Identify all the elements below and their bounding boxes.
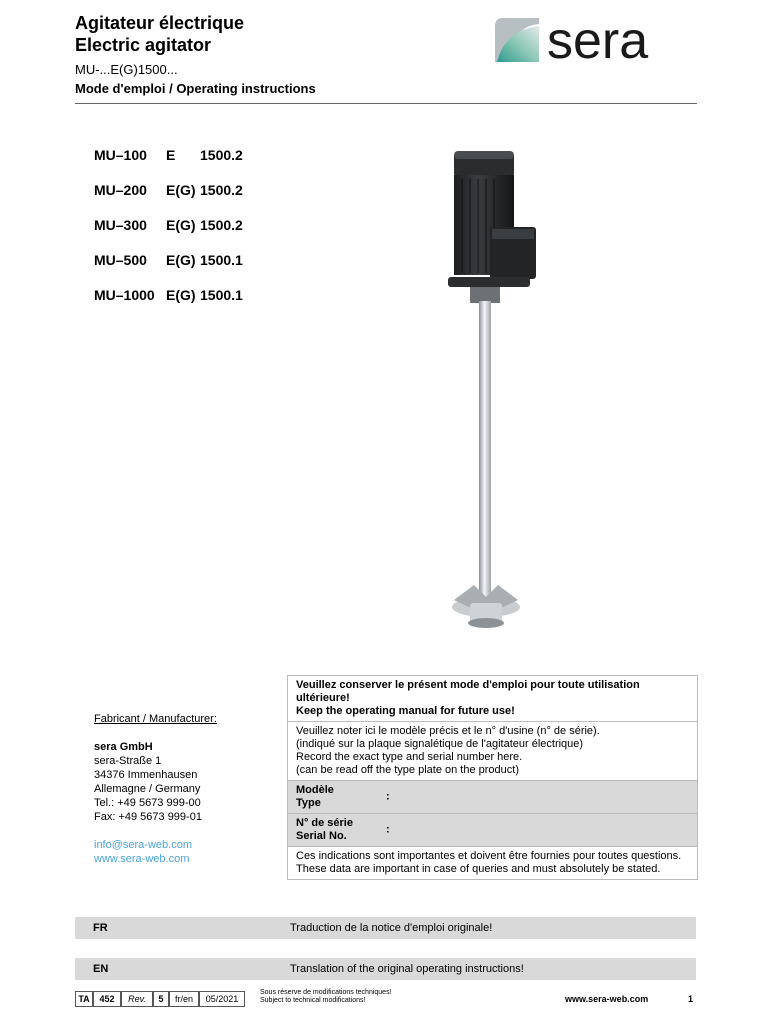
record-instructions xyxy=(288,722,697,781)
title-fr: Agitateur électrique xyxy=(75,13,245,33)
type-label-fr: Modèle xyxy=(296,784,334,796)
company-name: sera GmbH xyxy=(94,741,153,753)
language-text: Translation of the original operating instructions! xyxy=(290,963,524,975)
agitator-illustration xyxy=(440,145,540,645)
type-field[interactable] xyxy=(288,781,697,814)
record-en-1: Record the exact type and serial number here. xyxy=(296,751,523,763)
type-label-en: Type xyxy=(296,797,321,809)
sera-logo xyxy=(493,14,699,64)
model-variant: E(G) xyxy=(166,217,196,233)
model-name: MU–1000 xyxy=(94,287,155,303)
important-fr: Ces indications sont importantes et doivent être fournies pour toutes questions. xyxy=(296,850,682,862)
model-name: MU–300 xyxy=(94,217,147,233)
record-fr-2: (indiqué sur la plaque signalétique de l'agitateur électrique) xyxy=(296,738,584,750)
doc-type: TA xyxy=(75,991,93,1007)
modification-note-en: Subject to technical modifications! xyxy=(260,997,366,1004)
important-notice xyxy=(288,847,697,879)
manufacturer-label: Fabricant / Manufacturer: xyxy=(94,713,217,725)
language-text: Traduction de la notice d'emploi originale! xyxy=(290,922,493,934)
important-en: These data are important in case of queries and must absolutely be stated. xyxy=(296,863,661,875)
language-code: FR xyxy=(93,922,108,934)
street: sera-Straße 1 xyxy=(94,755,162,767)
model-version: 1500.2 xyxy=(200,182,243,198)
website-link[interactable]: www.sera-web.com xyxy=(94,853,190,865)
doc-language: fr/en xyxy=(169,991,199,1007)
rev-number: 5 xyxy=(153,991,169,1007)
model-name: MU–500 xyxy=(94,252,147,268)
language-band-fr xyxy=(75,917,696,939)
model-name: MU–100 xyxy=(94,147,147,163)
country: Allemagne / Germany xyxy=(94,783,201,795)
model-variant: E(G) xyxy=(166,252,196,268)
manufacturer-block xyxy=(94,712,217,866)
language-code: EN xyxy=(93,963,109,975)
model-version: 1500.1 xyxy=(200,287,243,303)
manual-label: Mode d'emploi / Operating instructions xyxy=(75,81,316,96)
footer xyxy=(75,989,697,1009)
keep-notice-fr: Veuillez conserver le présent mode d'emploi pour toute utilisation ultérieure! xyxy=(296,679,640,704)
model-variant: E(G) xyxy=(166,287,196,303)
serial-label-fr: N° de série xyxy=(296,817,353,829)
doc-number: 452 xyxy=(93,991,121,1007)
city: 34376 Immenhausen xyxy=(94,769,198,781)
fax: Fax: +49 5673 999-01 xyxy=(94,811,202,823)
rev-label: Rev. xyxy=(121,991,153,1007)
model-variant: E(G) xyxy=(166,182,196,198)
document-title xyxy=(75,12,244,56)
model-name: MU–200 xyxy=(94,182,147,198)
telephone: Tel.: +49 5673 999-00 xyxy=(94,797,201,809)
modification-note xyxy=(260,989,392,1005)
record-en-2: (can be read off the type plate on the product) xyxy=(296,764,520,776)
brand-wordmark: sera xyxy=(547,14,649,64)
serial-label-en: Serial No. xyxy=(296,830,347,842)
model-variant: E xyxy=(166,147,176,163)
record-fr-1: Veuillez noter ici le modèle précis et le n° d'usine (n° de série). xyxy=(296,725,600,737)
keep-manual-notice xyxy=(288,676,697,722)
serial-colon: : xyxy=(386,823,390,836)
language-band-en xyxy=(75,958,696,980)
serial-field[interactable] xyxy=(288,814,697,847)
footer-website[interactable]: www.sera-web.com xyxy=(565,994,649,1004)
type-colon: : xyxy=(386,790,390,803)
keep-notice-en: Keep the operating manual for future use! xyxy=(296,705,515,717)
modification-note-fr: Sous réserve de modifications techniques! xyxy=(260,989,392,996)
notice-box xyxy=(287,675,698,880)
model-version: 1500.2 xyxy=(200,217,243,233)
model-version: 1500.1 xyxy=(200,252,243,268)
doc-date: 05/2021 xyxy=(199,991,245,1007)
title-en: Electric agitator xyxy=(75,35,212,55)
page-number: 1 xyxy=(688,994,694,1004)
model-version: 1500.2 xyxy=(200,147,243,163)
header-divider xyxy=(75,103,697,104)
model-code: MU-...E(G)1500... xyxy=(75,62,178,77)
email-link[interactable]: info@sera-web.com xyxy=(94,839,192,851)
